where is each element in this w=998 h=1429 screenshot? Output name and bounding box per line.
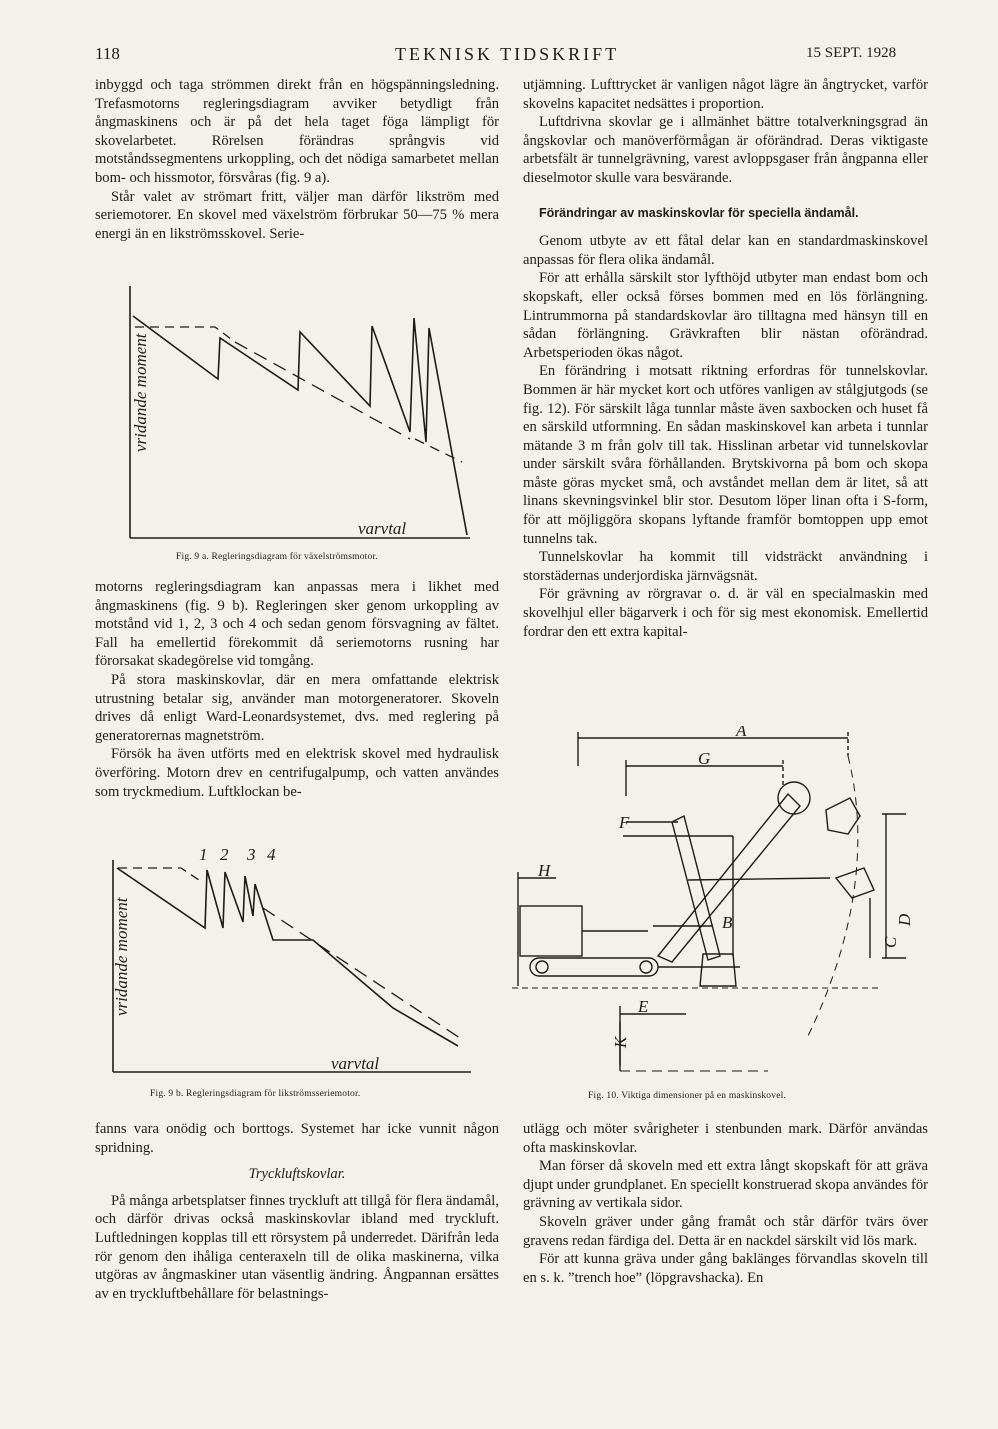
dim-label-h: H — [538, 861, 551, 880]
paragraph: Tunnelskovlar ha kommit till vidsträckt användning i storstädernas underjordiska järnvägsnät. — [523, 549, 928, 584]
figure-10-diagram — [508, 726, 938, 1086]
dim-label-e: E — [638, 997, 649, 1016]
paragraph: Luftdrivna skovlar ge i allmänhet bättre totalverkningsgrad än ångskovlar och manöverförmågan är oförändrad. Deras viktigaste arbetsfält är tunnelgrävning, varest avloppsgaser från ångpanna eller dieselmotor skulle vara besvärande. — [523, 114, 928, 186]
section-heading: Förändringar av maskinskovlar för speciella ändamål. — [539, 205, 859, 220]
paragraph: Försök ha även utförts med en elektrisk skovel med hydraulisk överföring. Motorn drev en centrifugalpump, och vatten användes som tryckmedium. Luftklockan be- — [95, 746, 499, 800]
dim-label-c: C — [881, 936, 900, 948]
paragraph: motorns regleringsdiagram kan anpassas mera i likhet med ångmaskinens (fig. 9 b). Regleringen sker genom urkoppling av motstånd vid 1, 2, 3 och 4 och sedan genom försvagning av fältet. Fall ha emellertid förekommit då seriemotorns rusning har förorsakat skadegörelse vid tomgång. — [95, 579, 499, 670]
right-column-bottom — [523, 1120, 928, 1287]
fig9b-ylabel: vridande moment — [112, 897, 131, 1016]
paragraph: Skoveln gräver under gång framåt och står därför tvärs över gravens redan färdiga del. Detta är en nackdel särskilt vid lös mark. — [523, 1213, 928, 1249]
step-label: 3 — [247, 845, 256, 864]
paragraph: Man förser då skoveln med ett extra långt skopskaft för att gräva djupt under grundplanet. En speciellt konstruerad skopa användes för grävning av vertikala sidor. — [523, 1158, 928, 1212]
dim-label-b: B — [722, 913, 733, 932]
paragraph: Står valet av strömart fritt, väljer man därför likström med seriemotorer. En skovel med växelström förbrukar 50—75 % mera energi än en likströmsskovel. Serie- — [95, 188, 499, 242]
fig9b-xlabel: varvtal — [331, 1054, 380, 1073]
paragraph: För att erhålla särskilt stor lyfthöjd utbyter man endast bom och skopskaft, eller också förses bommen med en lös förlängning. Lintrummorna på standardskovlar äro tilltagna med hänsyn till en sådan förlängning. Grävkraften blir nästan oförändrad. Arbetsperioden ökas något. — [523, 270, 928, 361]
step-label: 4 — [267, 845, 276, 864]
dim-label-g: G — [698, 749, 711, 768]
paragraph: På många arbetsplatser finnes tryckluft att tillgå för flera ändamål, och därför drivas också maskinskovlar ibland med tryckluft. Luftledningen kopplas till ett rörsystem på underredet. Därifrån leda rör genom den ihåliga centeraxeln till de olika maskinerna, vilka utgöras av ångmaskiner utan väsentlig ändring. Ångpannan ersättes av en tryckluftbehållare för belastnings- — [95, 1192, 499, 1302]
paragraph: På stora maskinskovlar, där en mera omfattande elektrisk utrustning betalar sig, använder man motorgeneratorer. Skoveln drives då enligt Ward-Leonardsystemet, dvs. med reglering på generatorernas magnetström. — [95, 671, 499, 744]
right-column-top — [523, 76, 928, 641]
issue-date: 15 SEPT. 1928 — [806, 45, 897, 61]
step-label: 1 — [199, 845, 208, 864]
torque-step-curve — [117, 868, 458, 1046]
bucket-upper — [826, 798, 860, 834]
section-heading: Tryckluftskovlar. — [248, 1166, 346, 1183]
torque-step-curve — [133, 316, 467, 535]
paragraph: fanns vara onödig och borttogs. Systemet har icke vunnit någon spridning. — [95, 1121, 499, 1156]
left-column-bottom — [95, 1120, 499, 1303]
left-column-middle — [95, 578, 499, 801]
boom-sheave — [778, 782, 810, 814]
paragraph: För att kunna gräva under gång baklänges förvandlas skoveln till en s. k. ”trench hoe” (löpgravshacka). En — [523, 1251, 928, 1286]
figure-9b-caption: Fig. 9 b. Regleringsdiagram för likströmsseriemotor. — [150, 1089, 361, 1099]
figure-9a-caption: Fig. 9 a. Regleringsdiagram för växelströmsmotor. — [176, 552, 378, 562]
paragraph: Genom utbyte av ett fåtal delar kan en standardmaskinskovel anpassas för flera olika ändamål. — [523, 233, 928, 268]
machine-house — [520, 906, 582, 956]
fig9a-ylabel: vridande moment — [131, 333, 150, 452]
paragraph: En förändring i motsatt riktning erfordras för tunnelskovlar. Bommen är här mycket kort och utföres vanligen av stålgjutgods (se fig. 12). För särskilt låga tunnlar måste även saxbocken och huset få en särskild utformning. En sådan maskinskovel kan arbeta i tunnlar mätande 3 m från golv till tak. Hisslinan arbetar vid tunnelskovlar under särskilt svåra förhållanden. Brytskivorna på bom och skopa måste göras mycket små, och avståndet mellan dem är litet, så att linans skevningsvinkel blir stor. Desutom löper linan ofta i S-form, för att möjliggöra skopans lyftande framför bomtoppen upp emot tunnelns tak. — [523, 363, 928, 547]
page-number: 118 — [95, 44, 120, 63]
left-column-top — [95, 76, 499, 243]
journal-title: TEKNISK TIDSKRIFT — [395, 44, 620, 64]
paragraph: utjämning. Lufttrycket är vanligen något lägre än ångtrycket, varför skovelns kapacitet nedsättes i proportion. — [523, 77, 928, 112]
dim-label-d: D — [895, 913, 914, 926]
paragraph: inbyggd och taga strömmen direkt från en högspänningsledning. Trefasmotorns regleringsdiagram avviker betydligt från ångmaskinens och är på det hela taget föga lämpligt för skovelarbetet. Rörelsen förändras språngvis vid motståndssegmentens urkoppling, och det nödiga samarbetet mellan bom- och hissmotor, försvåras (fig. 9 a). — [95, 77, 499, 186]
paragraph: utlägg och möter svårigheter i stenbunden mark. Därför användas ofta maskinskovlar. — [523, 1121, 928, 1156]
paragraph: För grävning av rörgravar o. d. är väl en specialmaskin med skovelhjul eller bägarverk i och för sig mest ekonomisk. Emellertid fordrar den ett extra kapital- — [523, 586, 928, 640]
boom — [658, 794, 800, 962]
dim-label-a: A — [736, 726, 747, 740]
figure-10-caption: Fig. 10. Viktiga dimensioner på en maskinskovel. — [588, 1091, 787, 1101]
pedestal — [700, 954, 736, 986]
ideal-curve-dashed-3 — [415, 439, 462, 462]
dim-label-k: K — [611, 1036, 630, 1048]
ideal-curve-dashed-2 — [263, 908, 463, 1040]
ideal-curve-dashed — [118, 868, 199, 880]
dim-label-f: F — [619, 813, 630, 832]
fig9a-xlabel: varvtal — [358, 519, 407, 538]
figure-9b-diagram — [103, 840, 483, 1085]
figure-9a-diagram — [120, 282, 480, 544]
step-label: 2 — [220, 845, 229, 864]
crawler-track — [530, 958, 658, 976]
